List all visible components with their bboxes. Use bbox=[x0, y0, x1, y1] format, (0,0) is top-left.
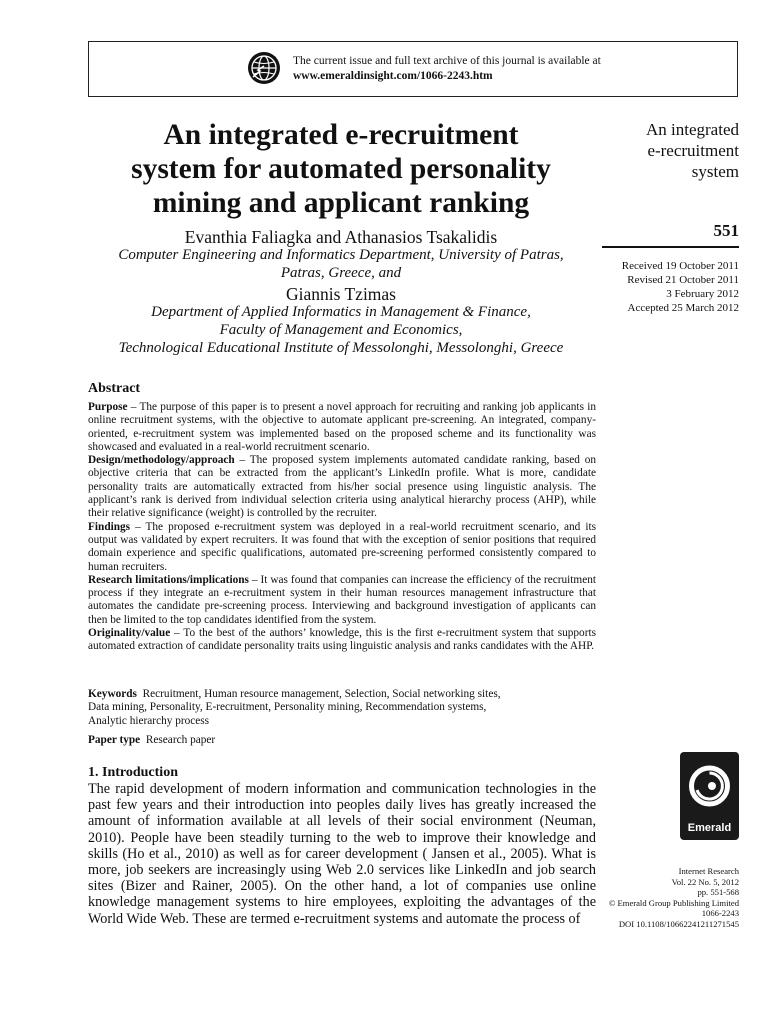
abstract-section-label: Design/methodology/approach bbox=[88, 454, 235, 467]
affiliation-1 bbox=[88, 246, 594, 282]
title-line: mining and applicant ranking bbox=[152, 187, 530, 219]
abstract-section-text: – The proposed system implements automated candidate ranking, based on objective criteria that can be extracted from the applicant’s LinkedIn profile. What is more, candidate personality traits are automatically extracted from his/her social presence using linguistic analysis. The applicant’s rank is derived from individual selection criteria using analytical hierarchy process (AHP), while their relative significance (weight) is controlled by the recruiter. bbox=[88, 454, 596, 520]
abstract-section bbox=[88, 401, 596, 454]
journal-copyright: © Emerald Group Publishing Limited bbox=[608, 897, 739, 908]
abstract-section-text: – It was found that companies can increase the efficiency of the recruitment process if they integrate an e-recruitment system in their human resources management infrastructure that automates the candidate pre-screening process. Interviewing and background investigation of applicants can then be limited to the top candidates identified from the system. bbox=[88, 573, 596, 626]
paper-type-label: Paper type bbox=[88, 734, 141, 746]
journal-info bbox=[596, 866, 739, 930]
abstract-section bbox=[88, 454, 596, 520]
journal-doi: DOI 10.1108/10662241211271545 bbox=[618, 918, 739, 929]
affiliation-line: Technological Educational Institute of Messolonghi, Messolonghi, Greece bbox=[118, 340, 564, 356]
abstract-heading: Abstract bbox=[88, 381, 141, 396]
abstract-section-label: Purpose bbox=[88, 401, 128, 413]
date-revised-2: 3 February 2012 bbox=[666, 288, 739, 300]
journal-pages: pp. 551-568 bbox=[697, 887, 739, 898]
abstract-section-text: – The purpose of this paper is to present a novel approach for recruiting and ranking job applicants in online recruitment systems, with the objective to automate applicant pre-screening. An integrated, company-oriented, e-recruitment system was implemented based on the proposed scheme and its functionality was showcased and evaluated in a real-world recruitment scenario. bbox=[88, 401, 596, 453]
running-head bbox=[600, 119, 739, 182]
abstract-body bbox=[88, 401, 596, 654]
date-accepted: Accepted 25 March 2012 bbox=[627, 302, 739, 314]
abstract-section-label: Originality/value bbox=[88, 627, 171, 640]
keywords-text: Data mining, Personality, E-recruitment, Personality mining, Recommendation systems, bbox=[88, 701, 487, 714]
affiliation-line: Patras, Greece, and bbox=[280, 265, 402, 281]
affiliation-line: Computer Engineering and Informatics Department, University of Patras, bbox=[118, 247, 564, 263]
journal-volume: Vol. 22 No. 5, 2012 bbox=[671, 876, 739, 887]
keywords bbox=[88, 688, 596, 728]
date-received: Received 19 October 2011 bbox=[621, 260, 739, 272]
emerald-logo bbox=[680, 752, 739, 840]
affiliation-line: Department of Applied Informatics in Management & Finance, bbox=[151, 304, 531, 320]
abstract-section-label: Findings bbox=[88, 520, 131, 533]
keywords-text: Recruitment, Human resource management, Selection, Social networking sites, bbox=[142, 688, 501, 700]
logo-wordmark: Emerald bbox=[687, 822, 732, 834]
history-dates bbox=[600, 259, 739, 315]
running-head-line: e-recruitment bbox=[647, 141, 739, 160]
journal-issn: 1066-2243 bbox=[701, 908, 739, 919]
running-head-line: An integrated bbox=[646, 120, 739, 139]
journal-url[interactable]: www.emeraldinsight.com/1066-2243.htm bbox=[293, 70, 493, 82]
abstract-section bbox=[88, 627, 596, 654]
authors-line-1: Evanthia Faliagka and Athanasios Tsakalidis bbox=[184, 227, 498, 247]
abstract-section-text: – The proposed e-recruitment system was deployed in a real-world recruitment scenario, and its output was validated by expert recruiters. It was found that with the exception of senior positions that required domain experience and specific qualifications, automated pre-screening performed consistently compared to human recruiters. bbox=[88, 520, 596, 573]
introduction-text: The rapid development of modern information and communication technologies in the past few years and their introduction into peoples daily lives has greatly increased the amount of information available at all levels of their social environment (Neuman, 2010). People have been steadily turning to the web to improve their knowledge and skills (Ho et al., 2010) as well as for career development ( Jansen et al., 2005). What is more, job seekers are increasingly using Web 2.0 services like LinkedIn and job search sites (Bizer and Rainer, 2005). On the other hand, a lot of companies use online knowledge management systems to hire employees, exploiting the advantages of the World Wide Web. These are termed e-recruitment systems and automate the process of bbox=[88, 781, 596, 927]
abstract-section-text: – To the best of the authors’ knowledge, this is the first e-recruitment system that supports automated extraction of candidate personality traits using linguistic analysis and ranks candidates with the AHP. bbox=[88, 627, 596, 653]
keywords-label: Keywords bbox=[88, 688, 137, 700]
abstract-section bbox=[88, 574, 596, 627]
affiliation-line: Faculty of Management and Economics, bbox=[219, 322, 463, 338]
header-notice: The current issue and full text archive of this journal is available at bbox=[293, 55, 601, 67]
paper-title bbox=[88, 118, 594, 220]
running-head-line: system bbox=[691, 162, 739, 181]
divider-rule bbox=[602, 246, 739, 248]
paper-type bbox=[88, 734, 215, 747]
section-heading: 1. Introduction bbox=[88, 765, 178, 780]
paper-type-value: Research paper bbox=[145, 734, 216, 746]
title-line: An integrated e-recruitment bbox=[163, 119, 519, 151]
date-revised: Revised 21 October 2011 bbox=[627, 274, 739, 286]
abstract-section bbox=[88, 521, 596, 574]
keywords-line bbox=[88, 688, 596, 701]
header-text bbox=[293, 54, 601, 84]
title-line: system for automated personality bbox=[131, 153, 551, 185]
emerald-logo-icon bbox=[688, 762, 731, 814]
authors-line-2: Giannis Tzimas bbox=[285, 284, 396, 304]
keywords-text: Analytic hierarchy process bbox=[88, 714, 210, 727]
journal-header-box bbox=[88, 41, 738, 97]
abstract-section-label: Research limitations/implications bbox=[88, 573, 249, 586]
affiliation-2 bbox=[88, 303, 594, 357]
page-number: 551 bbox=[713, 221, 739, 240]
globe-icon bbox=[247, 51, 281, 85]
journal-name: Internet Research bbox=[678, 866, 739, 876]
